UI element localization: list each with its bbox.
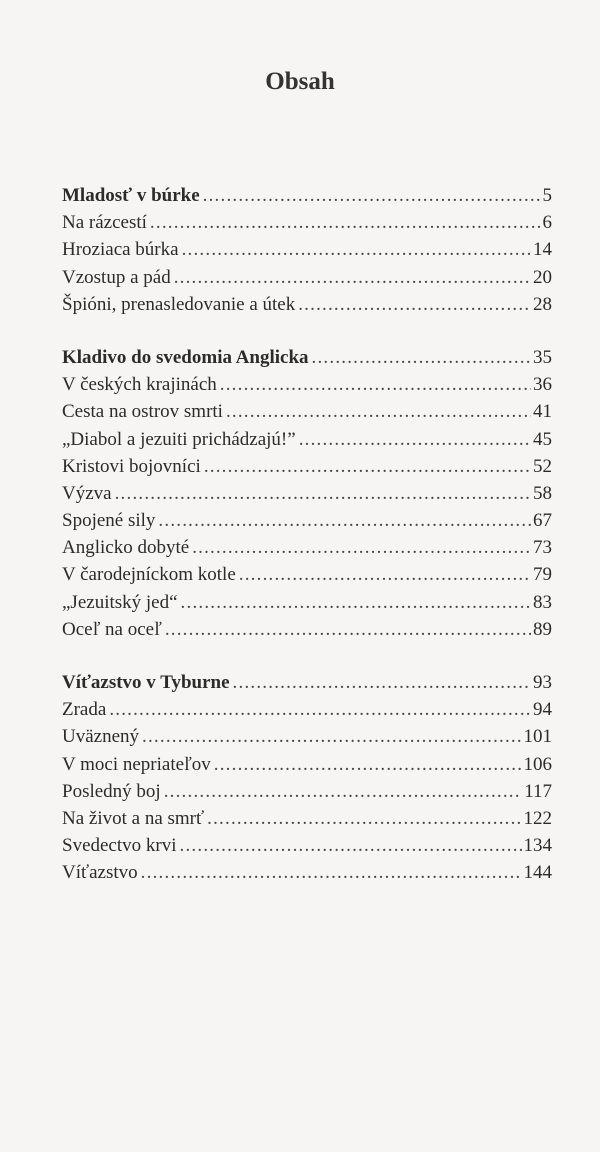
page-number: 144 xyxy=(523,862,552,884)
page-number: 67 xyxy=(533,510,552,532)
dot-leader xyxy=(150,209,541,236)
entry-title: Kristovi bojovníci xyxy=(62,455,201,477)
entry-title: Víťazstvo v Tyburne xyxy=(62,672,230,693)
dot-leader xyxy=(115,480,531,507)
page-number: 52 xyxy=(533,455,552,477)
toc-entry xyxy=(62,832,552,859)
entry-title: Spojené sily xyxy=(62,510,156,532)
dot-leader xyxy=(204,453,531,480)
page-number: 6 xyxy=(542,212,552,234)
dot-leader xyxy=(226,398,531,425)
page-number: 41 xyxy=(533,401,552,423)
dot-leader xyxy=(220,371,531,398)
page-number: 122 xyxy=(523,807,552,829)
entry-title: Hroziaca búrka xyxy=(62,239,179,261)
entry-title: Víťazstvo xyxy=(62,862,138,884)
page-number: 117 xyxy=(524,780,552,802)
entry-title: Kladivo do svedomia Anglicka xyxy=(62,346,309,368)
page-number: 134 xyxy=(523,835,552,857)
toc-entry xyxy=(62,291,552,318)
dot-leader xyxy=(142,723,521,750)
page-title: Obsah xyxy=(265,68,335,95)
toc-section xyxy=(62,182,552,318)
dot-leader xyxy=(214,751,522,778)
dot-leader xyxy=(299,426,531,453)
entry-title: Svedectvo krvi xyxy=(62,835,177,857)
entry-title: Špióni, prenasledovanie a útek xyxy=(62,293,296,315)
toc-section xyxy=(62,669,552,887)
dot-leader xyxy=(158,507,531,534)
toc-entry xyxy=(62,696,552,723)
entry-title: V čarodejníckom kotle xyxy=(62,564,236,586)
toc-entry xyxy=(62,453,552,480)
dot-leader xyxy=(174,264,531,291)
dot-leader xyxy=(141,859,522,886)
page-number: 45 xyxy=(533,428,552,450)
toc-section-heading xyxy=(62,182,552,209)
toc-entry xyxy=(62,561,552,588)
toc-section-heading xyxy=(62,669,552,696)
toc-entry xyxy=(62,426,552,453)
page-number: 20 xyxy=(533,266,552,288)
entry-title: Anglicko dobyté xyxy=(62,537,190,559)
page-number: 101 xyxy=(523,726,552,748)
toc-entry xyxy=(62,480,552,507)
dot-leader xyxy=(181,589,531,616)
dot-leader xyxy=(109,696,531,723)
toc-section xyxy=(62,344,552,643)
page-number: 79 xyxy=(533,564,552,586)
entry-title: „Jezuitský jed“ xyxy=(62,591,178,613)
page-number: 36 xyxy=(533,374,552,396)
toc-entry xyxy=(62,398,552,425)
dot-leader xyxy=(203,182,541,209)
toc-entry xyxy=(62,236,552,263)
toc-entry xyxy=(62,264,552,291)
dot-leader xyxy=(233,669,531,696)
toc-entry xyxy=(62,723,552,750)
page-number: 58 xyxy=(533,482,552,504)
entry-title: Výzva xyxy=(62,482,112,504)
toc-entry xyxy=(62,589,552,616)
page-number: 94 xyxy=(533,699,552,721)
dot-leader xyxy=(192,534,531,561)
toc-entry xyxy=(62,778,552,805)
dot-leader xyxy=(182,236,531,263)
dot-leader xyxy=(312,344,531,371)
dot-leader xyxy=(298,291,531,318)
page-number: 83 xyxy=(533,591,552,613)
entry-title: Uväznený xyxy=(62,726,140,748)
toc-entry xyxy=(62,616,552,643)
dot-leader xyxy=(207,805,521,832)
entry-title: V moci nepriateľov xyxy=(62,753,211,775)
entry-title: Posledný boj xyxy=(62,780,161,802)
entry-title: Vzostup a pád xyxy=(62,266,171,288)
page-number: 35 xyxy=(533,346,552,368)
toc-entry xyxy=(62,534,552,561)
entry-title: V českých krajinách xyxy=(62,374,217,396)
dot-leader xyxy=(164,778,523,805)
toc-entry xyxy=(62,507,552,534)
dot-leader xyxy=(239,561,531,588)
toc-entry xyxy=(62,209,552,236)
page-number: 5 xyxy=(542,185,552,206)
dot-leader xyxy=(180,832,522,859)
page-number: 73 xyxy=(533,537,552,559)
page-number: 89 xyxy=(533,618,552,640)
page-number: 106 xyxy=(523,753,552,775)
entry-title: „Diabol a jezuiti prichádzajú!” xyxy=(62,428,296,450)
toc-entry xyxy=(62,859,552,886)
dot-leader xyxy=(165,616,531,643)
toc-entry xyxy=(62,751,552,778)
entry-title: Na život a na smrť xyxy=(62,807,205,829)
entry-title: Na rázcestí xyxy=(62,212,147,234)
entry-title: Mladosť v búrke xyxy=(62,185,200,206)
entry-title: Cesta na ostrov smrti xyxy=(62,401,223,423)
page-number: 14 xyxy=(533,239,552,261)
page-number: 93 xyxy=(533,672,552,693)
entry-title: Oceľ na oceľ xyxy=(62,618,162,640)
page-number: 28 xyxy=(533,293,552,315)
toc-entry xyxy=(62,805,552,832)
toc-section-heading xyxy=(62,344,552,371)
entry-title: Zrada xyxy=(62,699,107,721)
table-of-contents xyxy=(62,182,552,913)
toc-entry xyxy=(62,371,552,398)
